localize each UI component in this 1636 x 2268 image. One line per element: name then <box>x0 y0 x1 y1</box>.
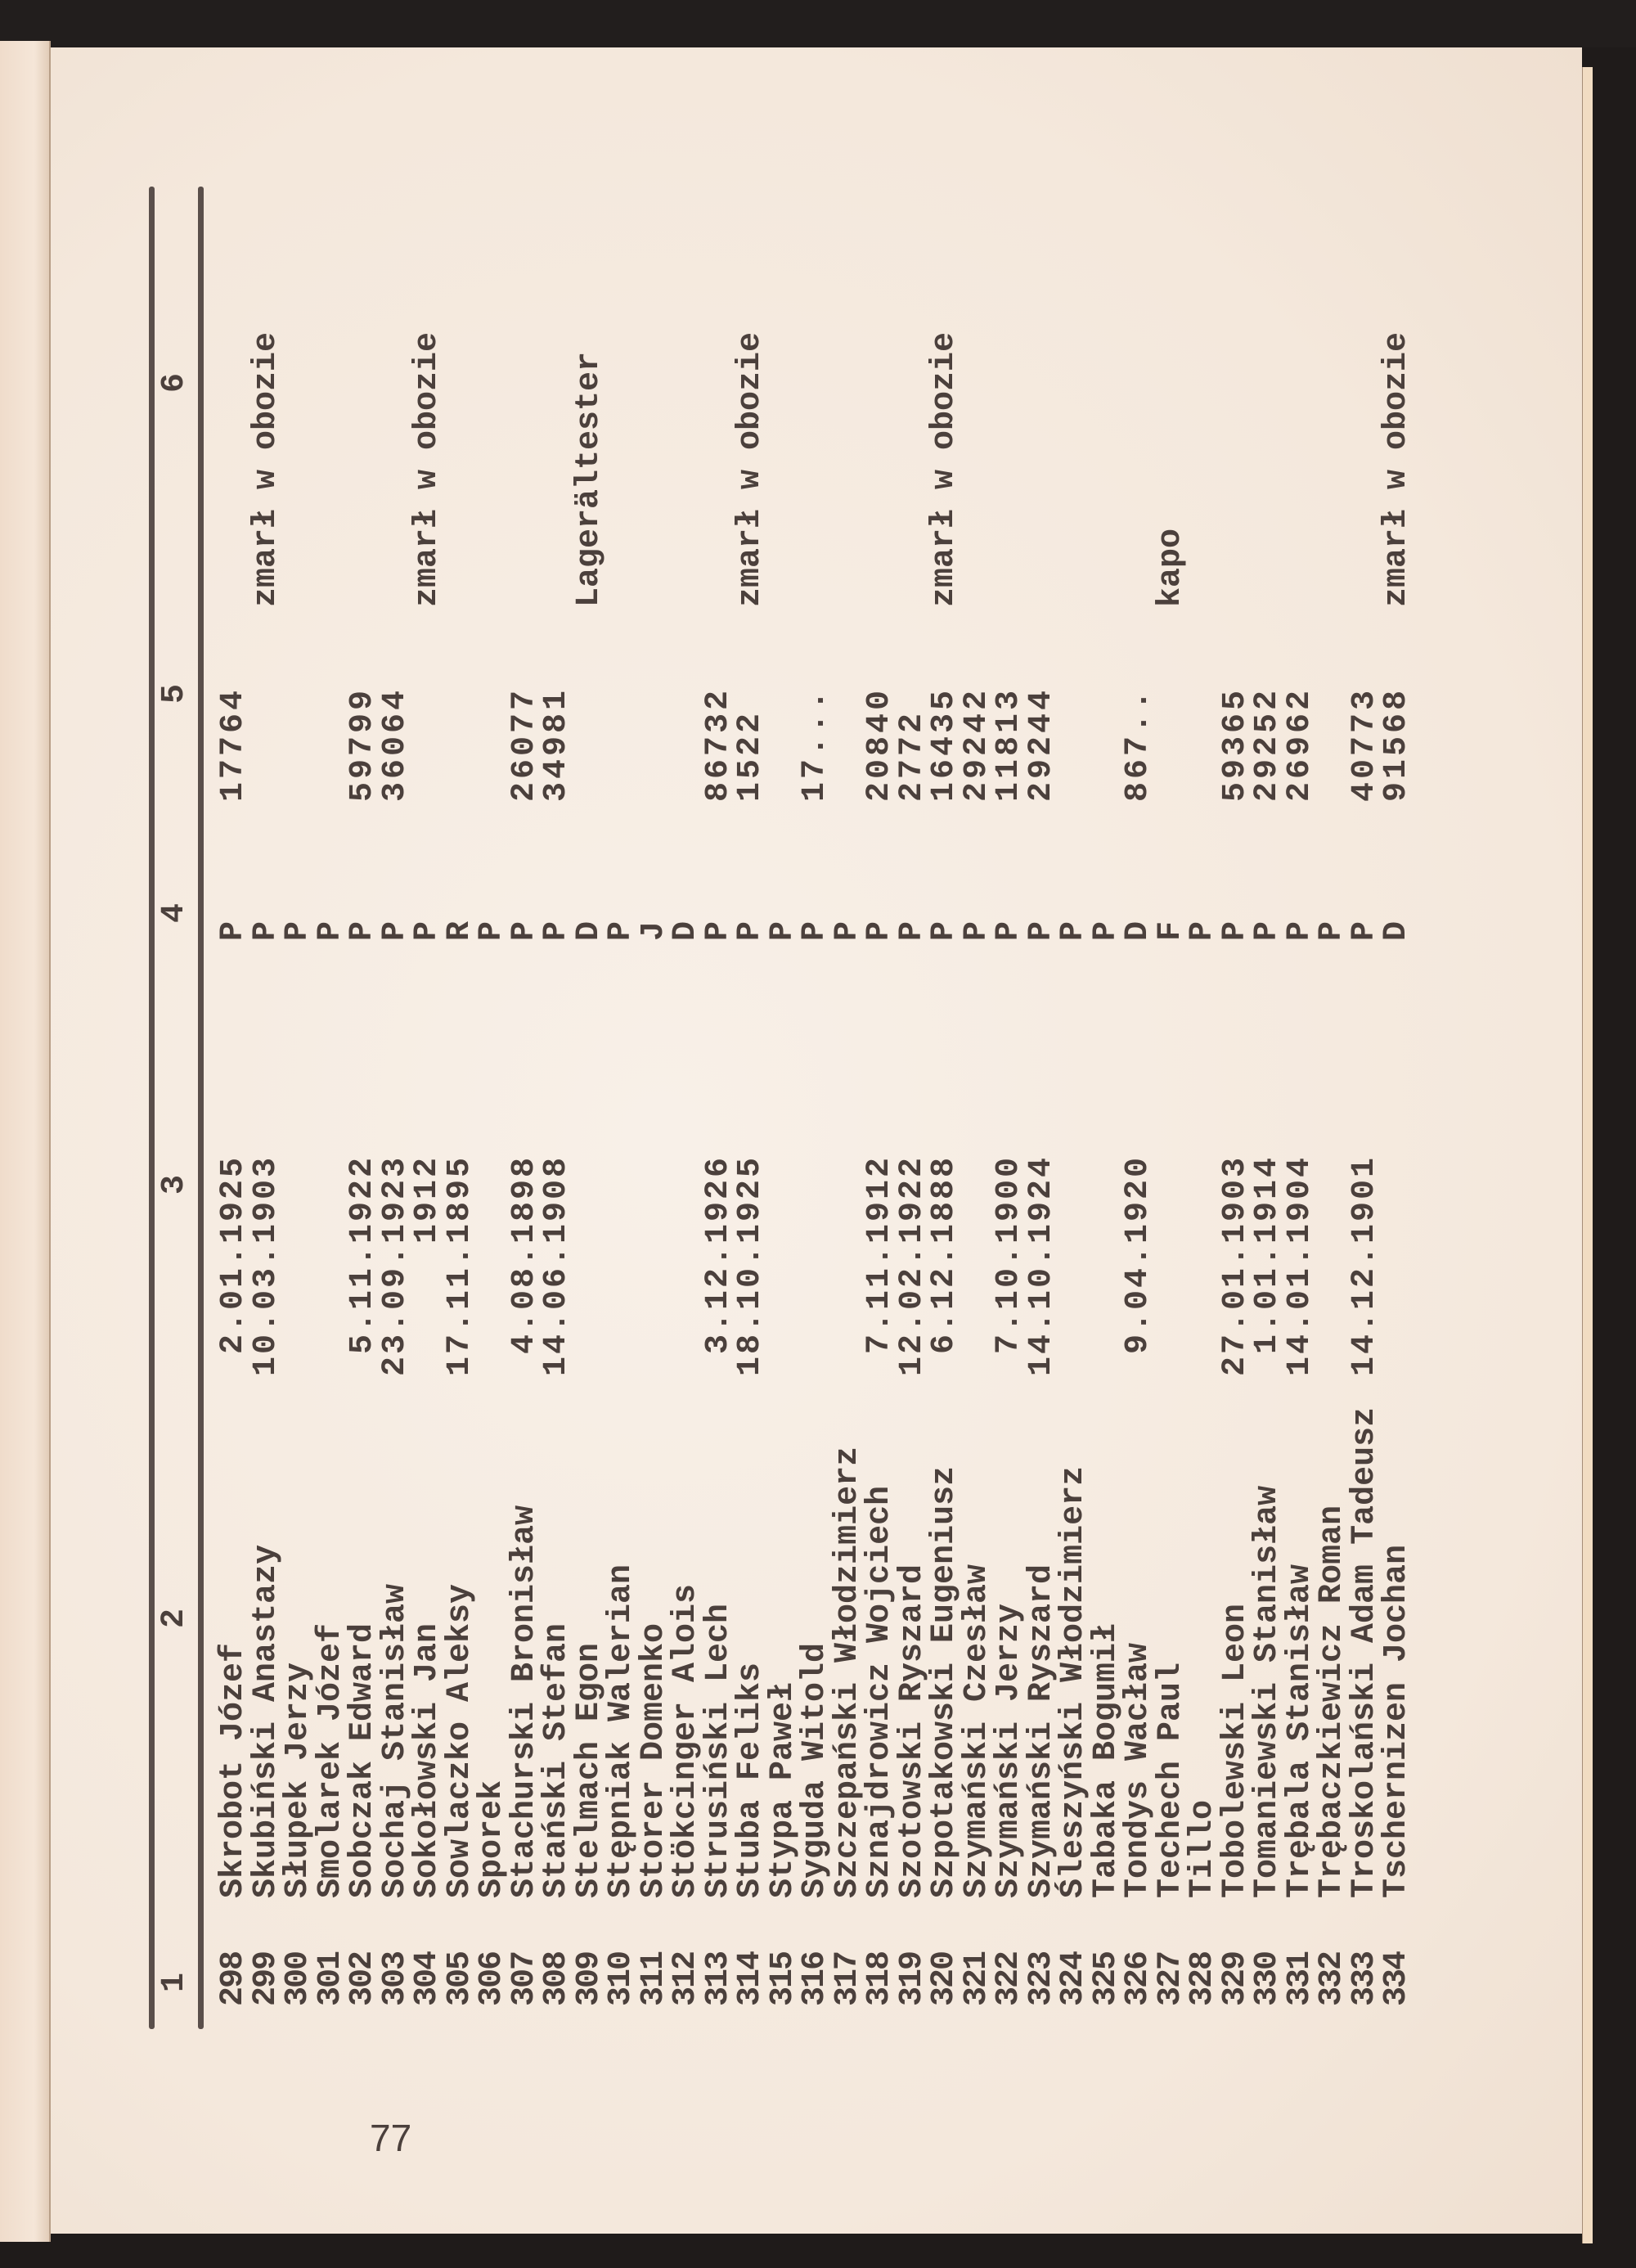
category-code: P <box>1314 920 1351 941</box>
row-number: 315 <box>764 1951 802 2006</box>
row-number: 321 <box>958 1951 996 2006</box>
row-number: 322 <box>991 1951 1027 2006</box>
row-number: 309 <box>570 1951 608 2006</box>
person-name: Stępniak Walerian <box>603 1564 640 1898</box>
table-row <box>476 155 509 2037</box>
header-rule-top <box>149 187 155 2029</box>
prisoner-number: 867.. <box>1120 686 1157 802</box>
previous-page-edge <box>0 41 51 2242</box>
birth-date: 6.12.1888 <box>926 1155 963 1355</box>
column-header-1: 1 <box>156 1972 193 1992</box>
category-code: P <box>926 920 963 941</box>
table-row <box>1216 155 1254 2037</box>
person-name: Tabaka Bogumił <box>1087 1622 1125 1898</box>
header-rule-bottom <box>198 187 204 2029</box>
table-row <box>247 155 285 2037</box>
table-row <box>1184 155 1221 2037</box>
table-row <box>605 155 638 2037</box>
table-row <box>764 155 802 2037</box>
person-name: Trębaczkiewicz Roman <box>1314 1505 1351 1898</box>
table-row <box>893 155 931 2037</box>
person-name: Troskolański Adam Tadeusz <box>1346 1406 1383 1898</box>
row-number: 323 <box>1022 1951 1060 2006</box>
table-row <box>282 155 315 2037</box>
prisoner-number: 40773 <box>1346 686 1383 802</box>
prisoner-number: 26962 <box>1281 686 1319 802</box>
remarks: zmarł w obozie <box>1378 331 1415 607</box>
row-number: 314 <box>732 1951 769 2006</box>
row-number: 298 <box>215 1951 252 2006</box>
birth-date: 27.01.1903 <box>1216 1155 1254 1377</box>
row-number: 299 <box>247 1951 285 2006</box>
remarks: kapo <box>1152 528 1189 607</box>
remarks: zmarł w obozie <box>926 331 963 607</box>
category-code: P <box>280 920 317 941</box>
table-row <box>1346 155 1383 2037</box>
person-name: Tomaniewski Stanisław <box>1249 1485 1286 1898</box>
category-code: P <box>958 920 996 941</box>
row-number: 317 <box>829 1951 866 2006</box>
person-name: Szymański Jerzy <box>991 1603 1027 1898</box>
row-number: 306 <box>474 1951 510 2006</box>
person-name: Tillo <box>1184 1799 1221 1898</box>
column-header-2: 2 <box>156 1608 193 1628</box>
person-name: Słupek Jerzy <box>280 1662 317 1898</box>
remarks: zmarł w obozie <box>732 331 769 607</box>
category-code: P <box>409 920 446 941</box>
column-header-5: 5 <box>156 683 193 704</box>
table-row <box>411 155 444 2037</box>
birth-date: 14.01.1904 <box>1281 1155 1319 1377</box>
category-code: P <box>1184 920 1221 941</box>
person-name: Sochaj Stanisław <box>376 1583 414 1898</box>
category-code: P <box>603 920 640 941</box>
table-row <box>667 155 704 2037</box>
birth-date: 1912 <box>409 1155 446 1244</box>
prisoner-number: 11813 <box>991 686 1027 802</box>
table-row <box>441 155 479 2037</box>
prisoner-number: 59365 <box>1216 686 1254 802</box>
column-header-3: 3 <box>156 1174 193 1195</box>
person-name: Szotowski Ryszard <box>893 1564 931 1898</box>
row-number: 333 <box>1346 1951 1383 2006</box>
row-number: 325 <box>1087 1951 1125 2006</box>
person-name: Stelmach Egon <box>570 1642 608 1898</box>
row-number: 312 <box>667 1951 704 2006</box>
person-name: Stuba Feliks <box>732 1662 769 1898</box>
category-code: P <box>474 920 510 941</box>
birth-date: 18.10.1925 <box>732 1155 769 1377</box>
birth-date: 7.11.1912 <box>861 1155 898 1355</box>
category-code: P <box>861 920 898 941</box>
scan-background <box>0 0 1636 47</box>
row-number: 301 <box>312 1951 349 2006</box>
table-row <box>376 155 414 2037</box>
person-name: Syguda Witold <box>797 1642 834 1898</box>
table-row <box>344 155 381 2037</box>
table-row <box>1152 155 1189 2037</box>
prisoner-number: 29252 <box>1249 686 1286 802</box>
birth-date: 3.12.1926 <box>699 1155 737 1355</box>
table-row <box>635 155 672 2037</box>
person-name: Szymański Czesław <box>958 1564 996 1898</box>
page-number: 77 <box>370 2117 412 2159</box>
category-code: P <box>732 920 769 941</box>
row-number: 330 <box>1249 1951 1286 2006</box>
row-number: 326 <box>1120 1951 1157 2006</box>
category-code: P <box>215 920 252 941</box>
birth-date: 4.08.1898 <box>506 1155 543 1355</box>
table-row <box>312 155 349 2037</box>
person-name: Sporek <box>474 1780 510 1898</box>
table-row <box>799 155 832 2037</box>
category-code: P <box>312 920 349 941</box>
row-number: 303 <box>376 1951 414 2006</box>
prisoner-number: 29244 <box>1022 686 1060 802</box>
person-name: Skrobot Józef <box>215 1642 252 1898</box>
prisoner-table <box>139 155 1415 2037</box>
row-number: 320 <box>926 1951 963 2006</box>
category-code: P <box>699 920 737 941</box>
person-name: Sowlaczko Aleksy <box>441 1583 479 1898</box>
row-number: 313 <box>699 1951 737 2006</box>
prisoner-number: 26077 <box>506 686 543 802</box>
table-row <box>732 155 769 2037</box>
row-number: 307 <box>506 1951 543 2006</box>
remarks: zmarł w obozie <box>247 331 285 607</box>
category-code: R <box>441 920 479 941</box>
person-name: Szymański Ryszard <box>1022 1564 1060 1898</box>
person-name: Stypa Paweł <box>764 1681 802 1898</box>
column-header-4: 4 <box>156 902 193 923</box>
person-name: Tondys Wacław <box>1120 1642 1157 1898</box>
table-row <box>861 155 898 2037</box>
birth-date: 1.01.1914 <box>1249 1155 1286 1355</box>
person-name: Sznajdrowicz Wojciech <box>861 1485 898 1898</box>
prisoner-number: 16435 <box>926 686 963 802</box>
category-code: P <box>991 920 1027 941</box>
table-row <box>1316 155 1349 2037</box>
category-code: P <box>1022 920 1060 941</box>
row-number: 324 <box>1055 1951 1092 2006</box>
category-code: P <box>893 920 931 941</box>
birth-date: 14.10.1924 <box>1022 1155 1060 1377</box>
row-number: 334 <box>1378 1951 1415 2006</box>
prisoner-number: 86732 <box>699 686 737 802</box>
row-number: 328 <box>1184 1951 1221 2006</box>
table-row <box>570 155 608 2037</box>
row-number: 329 <box>1216 1951 1254 2006</box>
table-row <box>1087 155 1125 2037</box>
person-name: Tschernizen Jochan <box>1378 1544 1415 1898</box>
column-header-6: 6 <box>156 372 193 393</box>
row-number: 308 <box>538 1951 575 2006</box>
category-code: P <box>1216 920 1254 941</box>
birth-date: 17.11.1895 <box>441 1155 479 1377</box>
row-number: 327 <box>1152 1951 1189 2006</box>
table-row <box>1122 155 1155 2037</box>
row-number: 318 <box>861 1951 898 2006</box>
row-number: 316 <box>797 1951 834 2006</box>
table-row <box>699 155 737 2037</box>
person-name: Stökcinger Alois <box>667 1583 704 1898</box>
row-number: 311 <box>635 1951 672 2006</box>
table-row <box>958 155 996 2037</box>
person-name: Sobczak Edward <box>344 1622 381 1898</box>
row-number: 300 <box>280 1951 317 2006</box>
category-code: P <box>1055 920 1092 941</box>
category-code: D <box>1120 920 1157 941</box>
row-number: 310 <box>603 1951 640 2006</box>
person-name: Stański Stefan <box>538 1622 575 1898</box>
category-code: D <box>1378 920 1415 941</box>
birth-date: 14.06.1908 <box>538 1155 575 1377</box>
category-code: P <box>1087 920 1125 941</box>
birth-date: 10.03.1903 <box>247 1155 285 1377</box>
category-code: P <box>344 920 381 941</box>
table-row <box>215 155 252 2037</box>
person-name: Techech Paul <box>1152 1662 1189 1898</box>
category-code: P <box>376 920 414 941</box>
table-row <box>1055 155 1092 2037</box>
category-code: P <box>1281 920 1319 941</box>
row-number: 319 <box>893 1951 931 2006</box>
category-code: P <box>1249 920 1286 941</box>
page-edge <box>1582 67 1593 2243</box>
category-code: P <box>538 920 575 941</box>
person-name: Tobolewski Leon <box>1216 1603 1254 1898</box>
person-name: Trębala Stanisław <box>1281 1564 1319 1898</box>
prisoner-number: 36064 <box>376 686 414 802</box>
birth-date: 14.12.1901 <box>1346 1155 1383 1377</box>
prisoner-number: 1522 <box>732 709 769 802</box>
category-code: P <box>797 920 834 941</box>
row-number: 332 <box>1314 1951 1351 2006</box>
category-code: D <box>570 920 608 941</box>
prisoner-number: 34981 <box>538 686 575 802</box>
table-row <box>1249 155 1286 2037</box>
table-row <box>1022 155 1060 2037</box>
category-code: D <box>667 920 704 941</box>
person-name: Stachurski Bronisław <box>506 1505 543 1898</box>
table-row <box>928 155 961 2037</box>
birth-date: 12.02.1922 <box>893 1155 931 1377</box>
person-name: Storer Domenko <box>635 1622 672 1898</box>
row-number: 331 <box>1281 1951 1319 2006</box>
person-name: Szpotakowski Eugeniusz <box>926 1465 963 1898</box>
person-name: Smolarek Józef <box>312 1622 349 1898</box>
table-row <box>1281 155 1319 2037</box>
birth-date: 7.10.1900 <box>991 1155 1027 1355</box>
remarks: Lagerältester <box>570 351 608 607</box>
birth-date: 2.01.1925 <box>215 1155 252 1355</box>
prisoner-number: 29242 <box>958 686 996 802</box>
person-name: Strusiński Lech <box>699 1603 737 1898</box>
category-code: P <box>506 920 543 941</box>
prisoner-number: 17... <box>797 686 834 802</box>
row-number: 305 <box>441 1951 479 2006</box>
row-number: 304 <box>409 1951 446 2006</box>
person-name: Skubiński Anastazy <box>247 1544 285 1898</box>
remarks: zmarł w obozie <box>409 331 446 607</box>
prisoner-number: 91568 <box>1378 686 1415 802</box>
category-code: P <box>247 920 285 941</box>
prisoner-number: 59799 <box>344 686 381 802</box>
prisoner-number: 20840 <box>861 686 898 802</box>
category-code: P <box>829 920 866 941</box>
table-row <box>538 155 575 2037</box>
category-code: P <box>1346 920 1383 941</box>
person-name: Śleszyński Włodzimierz <box>1055 1465 1092 1898</box>
prisoner-number: 2772 <box>893 709 931 802</box>
table-row <box>506 155 543 2037</box>
table-row <box>1378 155 1415 2037</box>
birth-date: 5.11.1922 <box>344 1155 381 1355</box>
prisoner-number: 17764 <box>215 686 252 802</box>
birth-date: 23.09.1923 <box>376 1155 414 1377</box>
row-number: 302 <box>344 1951 381 2006</box>
category-code: F <box>1152 920 1189 941</box>
person-name: Sokołowski Jan <box>409 1622 446 1898</box>
person-name: Szczepański Włodzimierz <box>829 1446 866 1898</box>
category-code: P <box>764 920 802 941</box>
table-row <box>829 155 866 2037</box>
category-code: J <box>635 920 672 941</box>
birth-date: 9.04.1920 <box>1120 1155 1157 1355</box>
table-row <box>993 155 1026 2037</box>
